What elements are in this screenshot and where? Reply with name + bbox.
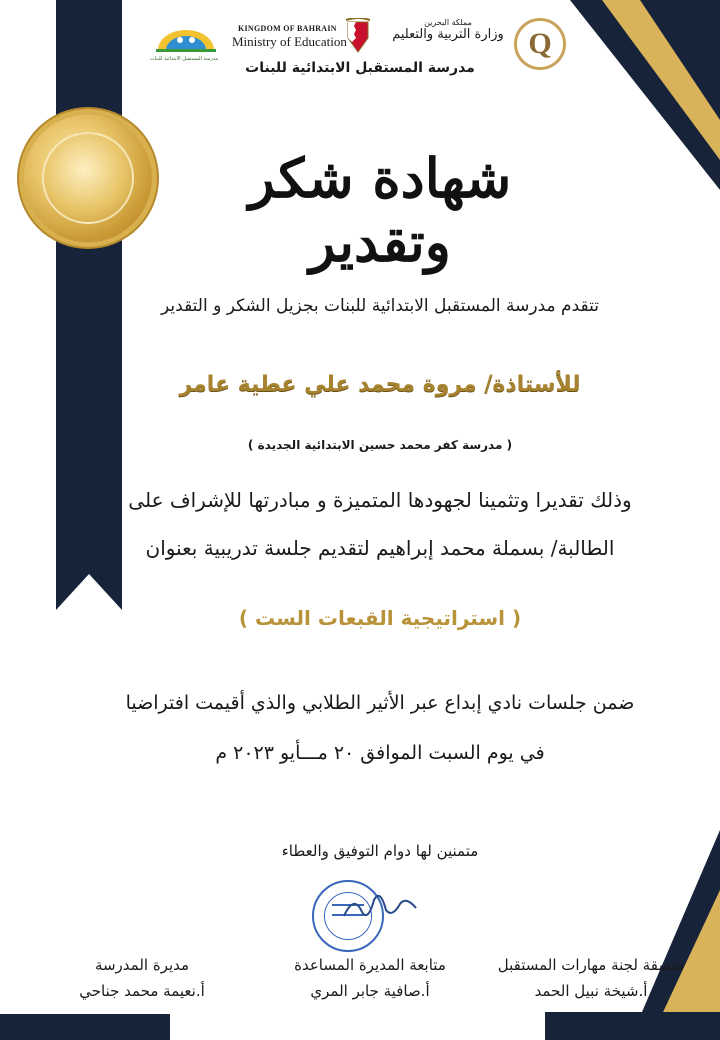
school-logo bbox=[138, 22, 218, 70]
bottom-left-navy-band bbox=[0, 1014, 170, 1040]
wishes-text: متمنين لها دوام التوفيق والعطاء bbox=[281, 842, 479, 860]
moe-kingdom-label: KINGDOM OF BAHRAIN bbox=[238, 24, 337, 33]
moe-name-label: Ministry of Education bbox=[232, 34, 347, 49]
sun-logo-icon bbox=[152, 24, 220, 52]
signature-coordinator bbox=[478, 952, 704, 1004]
coordinator-name: أ.شيخة نبيل الحمد bbox=[534, 982, 648, 1000]
gold-medal-seal bbox=[24, 114, 152, 242]
school-name-heading: مدرسة المستقبل الابتدائية للبنات bbox=[245, 60, 475, 76]
body-text-line-3: ضمن جلسات نادي إبداع عبر الأثير الطلابي والذي أقيمت افتراضيا bbox=[125, 692, 635, 714]
bottom-right-navy-band bbox=[545, 1012, 720, 1040]
moe-arabic-label bbox=[384, 18, 512, 42]
intro-text: تتقدم مدرسة المستقبل الابتدائية للبنات بجزيل الشكر و التقدير bbox=[161, 296, 599, 316]
honoree-name: للأستاذة/ مروة محمد علي عطية عامر bbox=[179, 372, 581, 397]
handwritten-signature-icon bbox=[340, 886, 420, 926]
moe-arabic-name: وزارة التربية والتعليم bbox=[392, 27, 504, 42]
honoree-school: ( مدرسة كفر محمد حسين الابتدائية الجديدة ) bbox=[247, 438, 513, 452]
principal-title: مديرة المدرسة bbox=[94, 956, 190, 974]
quality-q-logo-icon: Q bbox=[514, 18, 566, 70]
assistant-principal-title: متابعة المديرة المساعدة bbox=[294, 956, 446, 974]
ribbon-tail bbox=[56, 574, 122, 610]
medal-inner-ring bbox=[42, 132, 134, 224]
signature-assistant-principal bbox=[272, 952, 468, 1004]
session-title: ( استراتيجية القبعات الست ) bbox=[238, 606, 522, 630]
coordinator-title: منسقة لجنة مهارات المستقبل bbox=[497, 956, 685, 974]
principal-name: أ.نعيمة محمد جناحي bbox=[79, 982, 205, 1000]
bahrain-crest-icon bbox=[344, 18, 372, 54]
certificate-title-calligraphy bbox=[180, 118, 580, 274]
body-text-line-1: وذلك تقديرا وتثمينا لجهودها المتميزة و مبادرتها للإشراف على bbox=[128, 488, 632, 512]
signature-principal bbox=[52, 952, 232, 1004]
body-text-line-2: الطالبة/ بسملة محمد إبراهيم لتقديم جلسة تدريبية بعنوان bbox=[145, 536, 615, 560]
assistant-principal-name: أ.صافية جابر المري bbox=[310, 982, 430, 1000]
certificate-title: شهادة شكر وتقدير bbox=[248, 146, 512, 274]
date-line: في يوم السبت الموافق ٢٠ مـــأيو ٢٠٢٣ م bbox=[215, 742, 545, 764]
school-logo-subtitle: مدرسة المستقبل الابتدائية للبنات bbox=[149, 56, 219, 62]
top-right-inner-navy-corner bbox=[640, 0, 720, 120]
moe-arabic-kingdom: مملكة البحرين bbox=[424, 18, 472, 27]
